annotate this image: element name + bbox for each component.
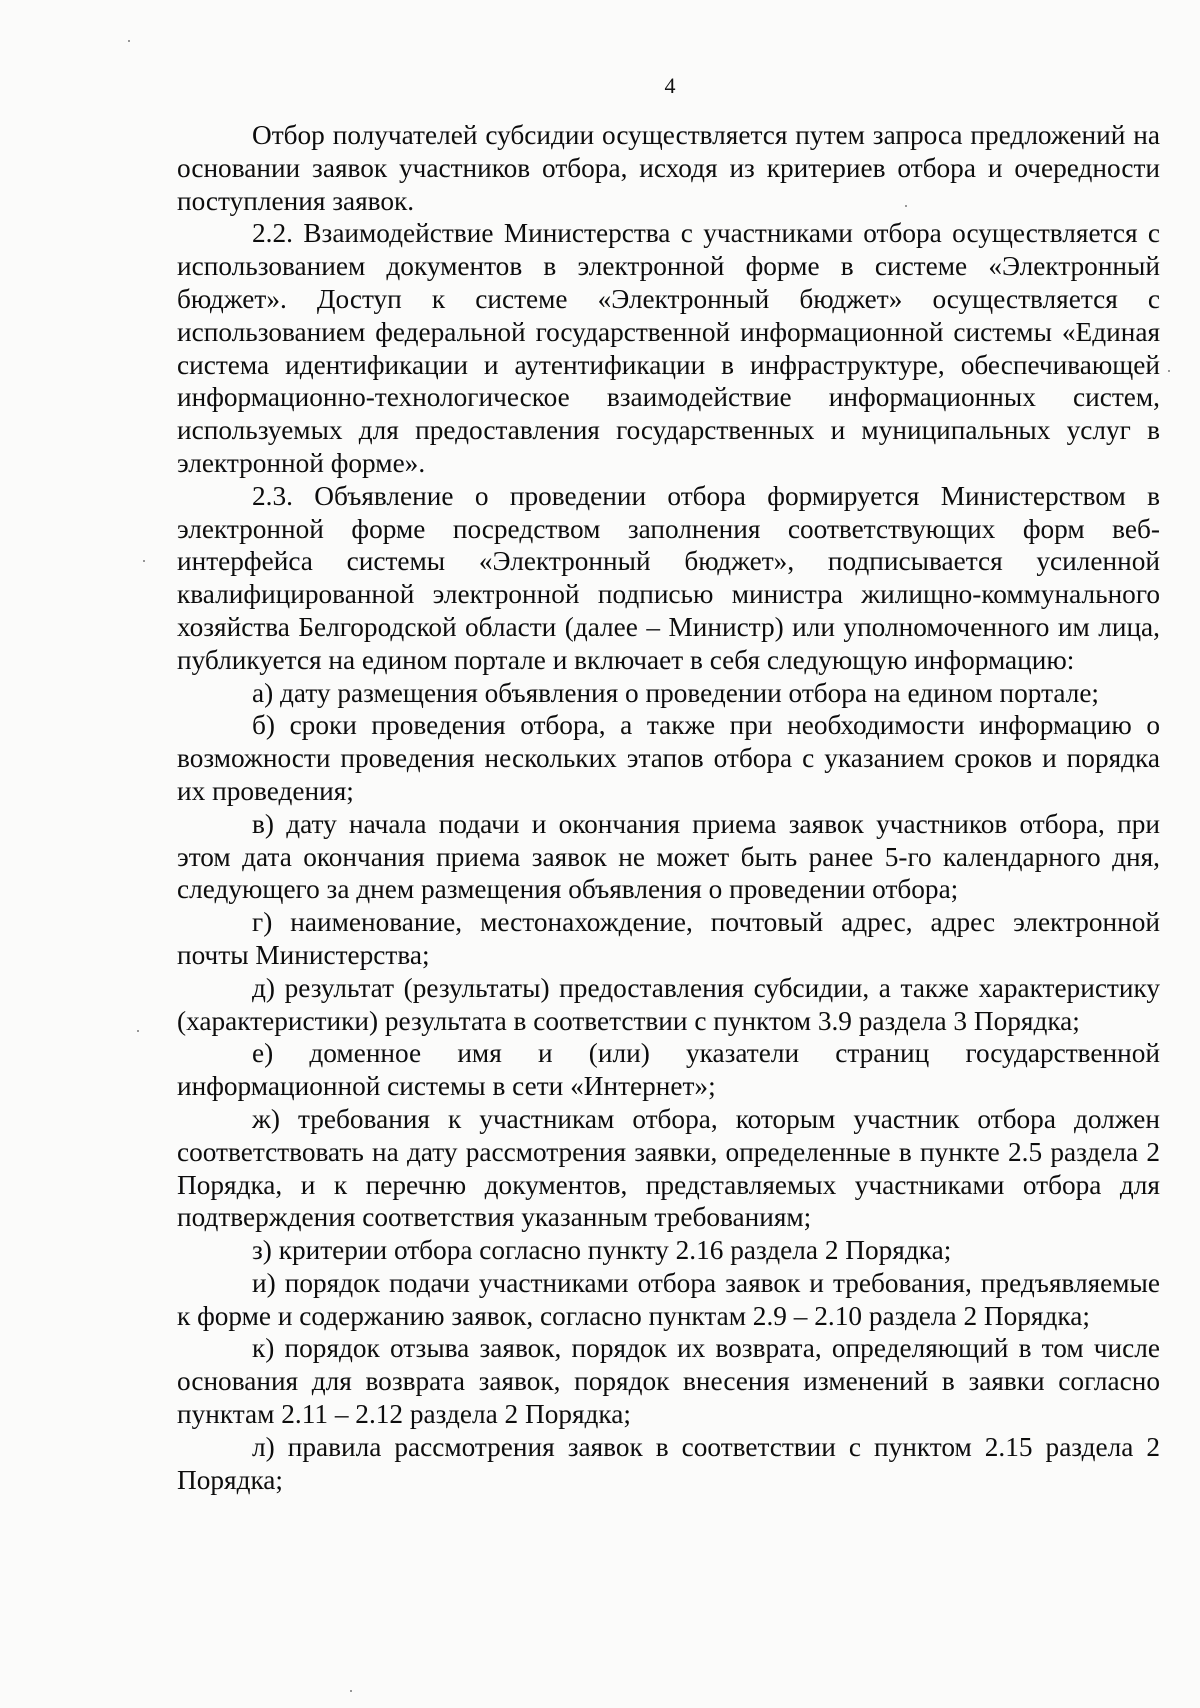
document-body <box>177 119 1160 1496</box>
scan-speck <box>905 205 907 207</box>
scan-speck <box>128 40 130 42</box>
list-item-a: а) дату размещения объявления о проведении отбора на едином портале; <box>252 677 1100 708</box>
scan-speck <box>350 1690 352 1692</box>
list-item-v: в) дату начала подачи и окончания приема заявок участников отбора, при этом дата окончания приема заявок не может быть ранее 5-го календарного дня, следующего за днем размещения объявления о проведении отбора; <box>177 808 1160 905</box>
paragraph-2-3: 2.3. Объявление о проведении отбора формируется Министерством в электронной форме посредством заполнения соответствующих форм веб-интерфейса системы «Электронный бюджет», подписывается усиленной квалифицированной электронной подписью министра жилищно-коммунального хозяйства Белгородской области (далее – Министр) или уполномоченного им лица, публикуется на едином портале и включает в себя следующую информацию: <box>177 480 1160 675</box>
paragraph-selection-method: Отбор получателей субсидии осуществляется путем запроса предложений на основании заявок участников отбора, исходя из критериев отбора и очередности поступления заявок. <box>177 120 1160 216</box>
list-item-e: е) доменное имя и (или) указатели страниц государственной информационной системы в сети «Интернет»; <box>177 1038 1160 1102</box>
list-item-zh: ж) требования к участникам отбора, которым участник отбора должен соответствовать на дату рассмотрения заявки, определенные в пункте 2.5 раздела 2 Порядка, и к перечню документов, представляемых участниками отбора для подтверждения соответствия указанным требованиям; <box>177 1103 1160 1233</box>
list-item-g: г) наименование, местонахождение, почтовый адрес, адрес электронной почты Министерства; <box>177 907 1160 970</box>
list-item-z: з) критерии отбора согласно пункту 2.16 раздела 2 Порядка; <box>252 1235 952 1266</box>
list-item-d: д) результат (результаты) предоставления субсидии, а также характеристику (характеристики) результата в соответствии с пунктом 3.9 раздела 3 Порядка; <box>177 972 1160 1036</box>
list-item-b: б) сроки проведения отбора, а также при необходимости информацию о возможности проведения нескольких этапов отбора с указанием сроков и порядка их проведения; <box>177 710 1160 806</box>
list-item-k: к) порядок отзыва заявок, порядок их возврата, определяющий в том числе основания для возврата заявок, порядок внесения изменений в заявки согласно пунктам 2.11 – 2.12 раздела 2 Порядка; <box>177 1333 1160 1430</box>
scan-speck <box>143 560 145 562</box>
scan-speck <box>1168 370 1170 372</box>
list-item-i: и) порядок подачи участниками отбора заявок и требования, предъявляемые к форме и содержанию заявок, согласно пунктам 2.9 – 2.10 раздела 2 Порядка; <box>177 1267 1160 1331</box>
paragraph-2-2: 2.2. Взаимодействие Министерства с участниками отбора осуществляется с использованием документов в электронной форме в системе «Электронный бюджет». Доступ к системе «Электронный бюджет» осуществляется с использованием федеральной государственной информационной системы «Единая система идентификации и аутентификации в инфраструктуре, обеспечивающей информационно-технологическое взаимодействие информационных систем, используемых для предоставления государственных и муниципальных услуг в электронной форме». <box>177 218 1160 478</box>
scan-speck <box>137 1030 139 1032</box>
page-number: 4 <box>664 73 676 98</box>
list-item-l: л) правила рассмотрения заявок в соответствии с пунктом 2.15 раздела 2 Порядка; <box>177 1431 1160 1495</box>
